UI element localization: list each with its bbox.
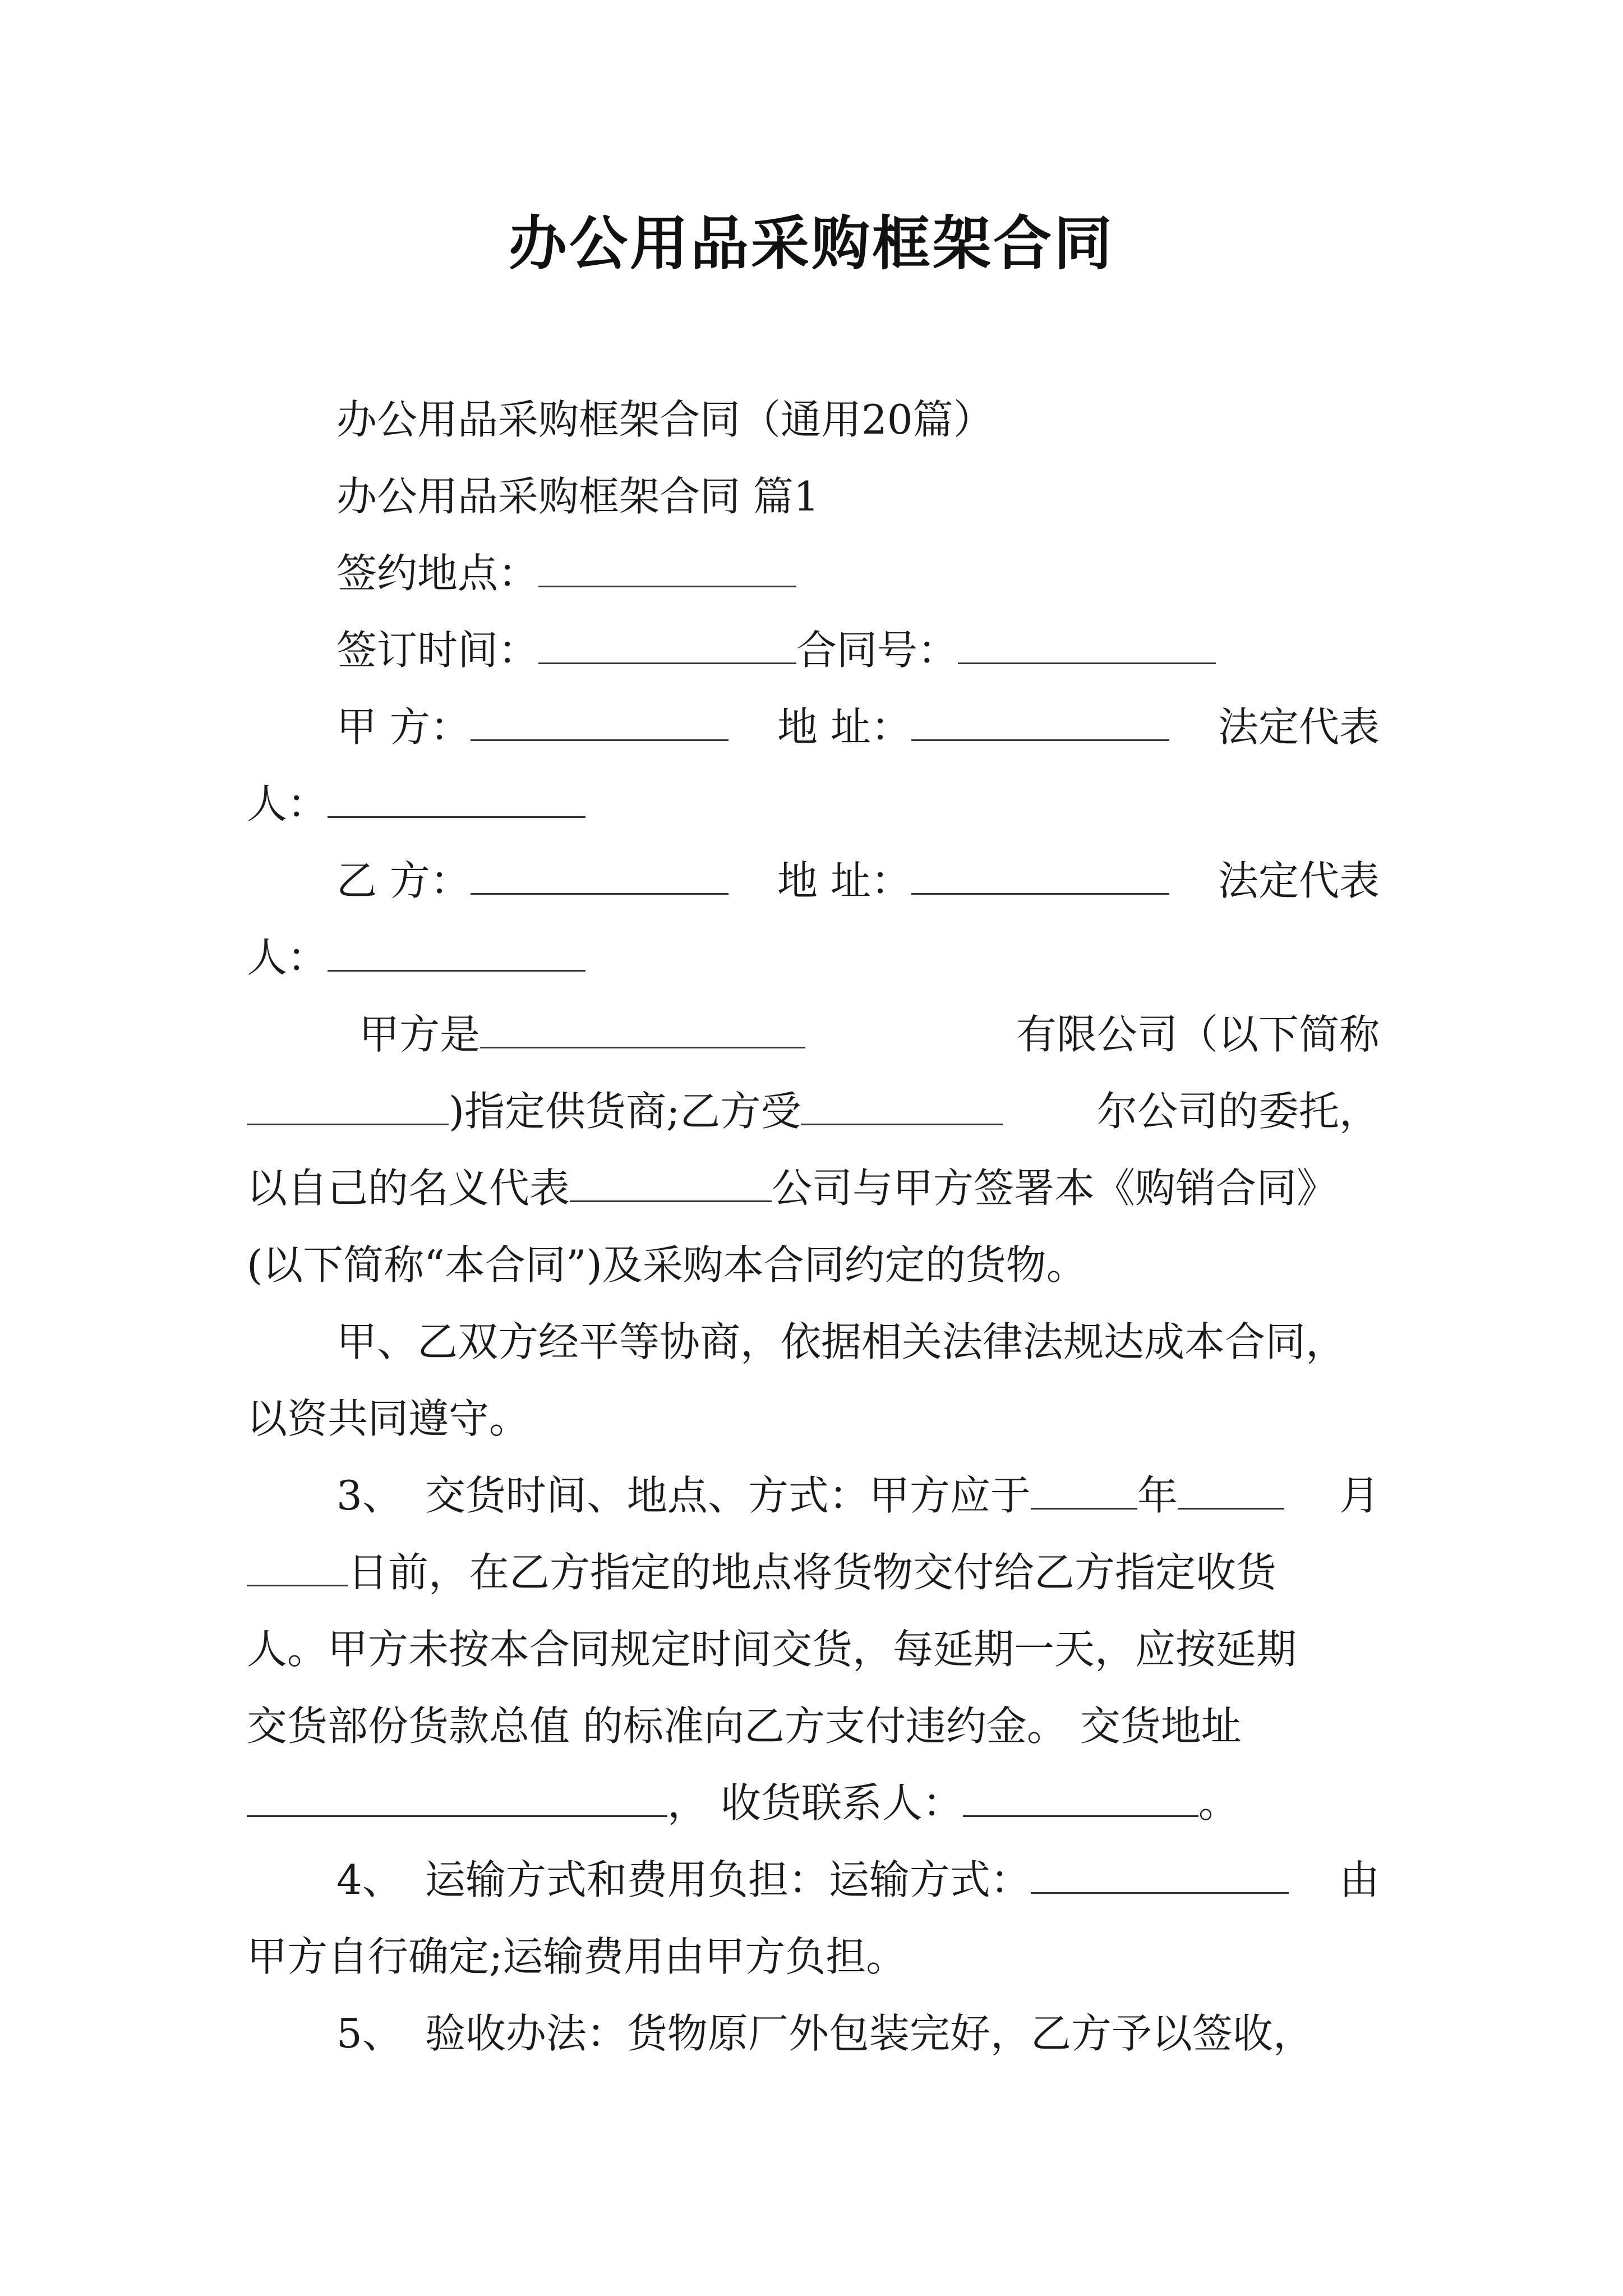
clause4-seg1: 运输方式和费用负担：运输方式： — [425, 1856, 1031, 1903]
supplier-company-blank[interactable] — [480, 1014, 805, 1048]
sign-place-line — [247, 535, 1380, 612]
subtitle: 办公用品采购框架合同（通用20篇） — [336, 396, 994, 443]
clause3-seg3: ， 收货联系人： — [667, 1779, 963, 1826]
party-a-address-group — [777, 689, 1169, 766]
clause3-year: 年 — [1137, 1472, 1178, 1519]
para2-line1: 甲、乙双方经平等协商，依据相关法律法规达成本合同， — [336, 1318, 1347, 1365]
party-a-line — [247, 689, 1380, 766]
party-b-legal-rep-line — [247, 919, 1380, 996]
party-a-address-blank[interactable] — [911, 707, 1169, 741]
para1-seg3: )指定供货商;乙方受 — [449, 1088, 801, 1135]
delivery-month-blank[interactable] — [1178, 1475, 1284, 1510]
clause3-line5 — [247, 1765, 1380, 1842]
party-b-legal-rep-label: 法定代表 — [1218, 857, 1380, 904]
party-a-label: 甲 方： — [336, 703, 471, 751]
contract-no-label: 合同号： — [796, 627, 958, 674]
para2-line2: 以资共同遵守。 — [247, 1395, 530, 1442]
para1-group2 — [247, 1073, 1003, 1150]
clause3-seg2: 日前，在乙方指定的地点将货物交付给乙方指定收货 — [348, 1549, 1277, 1596]
para1-seg6: 公司与甲方签署本《购销合同》 — [772, 1165, 1338, 1212]
party-a-legal-rep-line — [247, 766, 1380, 843]
party-a-legal-rep-blank[interactable] — [328, 784, 585, 818]
para1-line2 — [247, 1073, 1380, 1150]
clause5-line1 — [247, 1995, 1380, 2072]
represented-company-blank[interactable] — [570, 1168, 772, 1202]
delivery-address-blank[interactable] — [247, 1783, 667, 1817]
party-a-blank[interactable] — [471, 707, 728, 741]
para1-seg1: 甲方是 — [359, 1011, 481, 1058]
section-heading: 办公用品采购框架合同 篇1 — [336, 473, 819, 520]
para1-seg4: 尔公司的委托， — [1096, 1088, 1380, 1135]
para1-line3 — [247, 1150, 1380, 1227]
party-b-address-label: 地 址： — [777, 857, 911, 904]
clause3-num: 3、 — [336, 1472, 403, 1519]
clause3-line2 — [247, 1534, 1380, 1611]
party-a-address-label: 地 址： — [777, 703, 911, 751]
party-a-group — [336, 689, 728, 766]
principal-company-blank[interactable] — [801, 1091, 1003, 1125]
short-name-blank[interactable] — [247, 1091, 449, 1125]
clause5-num: 5、 — [336, 2010, 403, 2057]
sign-time-blank[interactable] — [538, 630, 796, 664]
sign-time-label: 签订时间： — [336, 627, 539, 674]
contract-no-blank[interactable] — [958, 630, 1216, 664]
clause3-line3: 人。甲方未按本合同规定时间交货，每延期一天，应按延期 — [247, 1626, 1297, 1673]
clause3-end: 。 — [1198, 1779, 1239, 1826]
party-a-legal-rep-cont: 人： — [247, 780, 328, 827]
sign-time-line — [247, 612, 1380, 689]
clause3-line4: 交货部份货款总值 的标准向乙方支付违约金。 交货地址 — [247, 1703, 1242, 1750]
clause4-seg2: 由 — [1339, 1856, 1380, 1903]
delivery-year-blank[interactable] — [1031, 1475, 1137, 1510]
clause3-group1 — [336, 1457, 1284, 1534]
delivery-day-blank[interactable] — [247, 1552, 348, 1586]
para1-seg2: 有限公司（以下简称 — [1016, 1011, 1380, 1058]
receiver-contact-blank[interactable] — [963, 1783, 1198, 1817]
party-b-legal-rep-blank[interactable] — [328, 937, 585, 972]
party-b-address-blank[interactable] — [911, 861, 1169, 895]
party-a-legal-rep-label: 法定代表 — [1218, 703, 1380, 751]
party-b-line — [247, 843, 1380, 919]
document-title: 办公用品采购框架合同 — [508, 209, 1114, 278]
para1-line4: (以下简称“本合同”)及采购本合同约定的货物。 — [247, 1241, 1087, 1289]
party-b-group — [336, 843, 728, 919]
clause3-line1 — [247, 1457, 1380, 1534]
clause3-month: 月 — [1339, 1472, 1380, 1519]
clause4-line2: 甲方自行确定;运输费用由甲方负担。 — [247, 1933, 907, 1980]
transport-method-blank[interactable] — [1031, 1860, 1289, 1894]
clause5-seg1: 验收办法：货物原厂外包装完好，乙方予以签收， — [425, 2010, 1313, 2057]
party-b-legal-rep-cont: 人： — [247, 934, 328, 981]
party-b-label: 乙 方： — [336, 857, 471, 904]
sign-place-label: 签约地点： — [336, 550, 539, 597]
document-body — [247, 381, 1380, 2072]
party-b-blank[interactable] — [471, 861, 728, 895]
sign-place-blank[interactable] — [538, 553, 796, 587]
para1-line1 — [247, 996, 1380, 1073]
para1-group1 — [359, 996, 805, 1073]
clause3-seg1: 交货时间、地点、方式：甲方应于 — [425, 1472, 1031, 1519]
para1-seg5: 以自己的名义代表 — [247, 1165, 570, 1212]
party-b-address-group — [777, 843, 1169, 919]
clause4-group1 — [336, 1842, 1289, 1918]
clause4-num: 4、 — [336, 1856, 403, 1903]
clause4-line1 — [247, 1842, 1380, 1918]
